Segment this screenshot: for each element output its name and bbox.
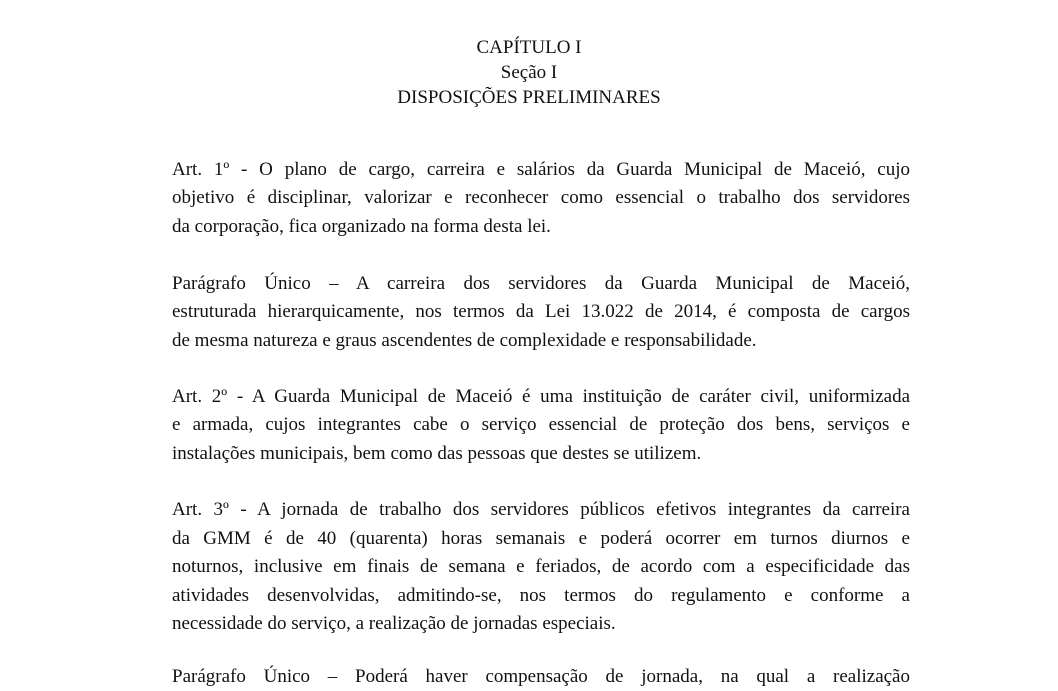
section-heading: Seção I [500,62,558,83]
paragraph-line: noturnos, inclusive em finais de semana e feriados, de acordo com a especificidade das [172,556,910,577]
paragraph-line: Art. 2º - A Guarda Municipal de Maceió é uma instituição de caráter civil, uniformizada [172,386,910,407]
paragraph-line: instalações municipais, bem como das pessoas que destes se utilizem. [172,443,702,464]
paragraph-line: Art. 3º - A jornada de trabalho dos servidores públicos efetivos integrantes da carreira [172,499,910,520]
paragraph-line: Art. 1º - O plano de cargo, carreira e salários da Guarda Municipal de Maceió, cujo [172,159,910,180]
paragraph-line: necessidade do serviço, a realização de jornadas especiais. [172,613,616,634]
paragraph-line: da GMM é de 40 (quarenta) horas semanais e poderá ocorrer em turnos diurnos e [172,528,910,549]
paragraph-line: da corporação, fica organizado na forma desta lei. [172,216,551,237]
paragraph-line: atividades desenvolvidas, admitindo-se, nos termos do regulamento e conforme a [172,585,910,606]
paragraph-line: objetivo é disciplinar, valorizar e reconhecer como essencial o trabalho dos servidores [172,187,910,208]
chapter-heading: CAPÍTULO I [476,37,582,58]
title-heading: DISPOSIÇÕES PRELIMINARES [397,87,661,108]
paragraph-line: estruturada hierarquicamente, nos termos da Lei 13.022 de 2014, é composta de cargos [172,301,910,322]
paragraph-line: e armada, cujos integrantes cabe o serviço essencial de proteção dos bens, serviços e [172,414,910,435]
paragraph-line: de mesma natureza e graus ascendentes de complexidade e responsabilidade. [172,330,757,351]
paragraph-line: Parágrafo Único – Poderá haver compensação de jornada, na qual a realização [172,666,910,687]
paragraph-line: Parágrafo Único – A carreira dos servidores da Guarda Municipal de Maceió, [172,273,910,294]
